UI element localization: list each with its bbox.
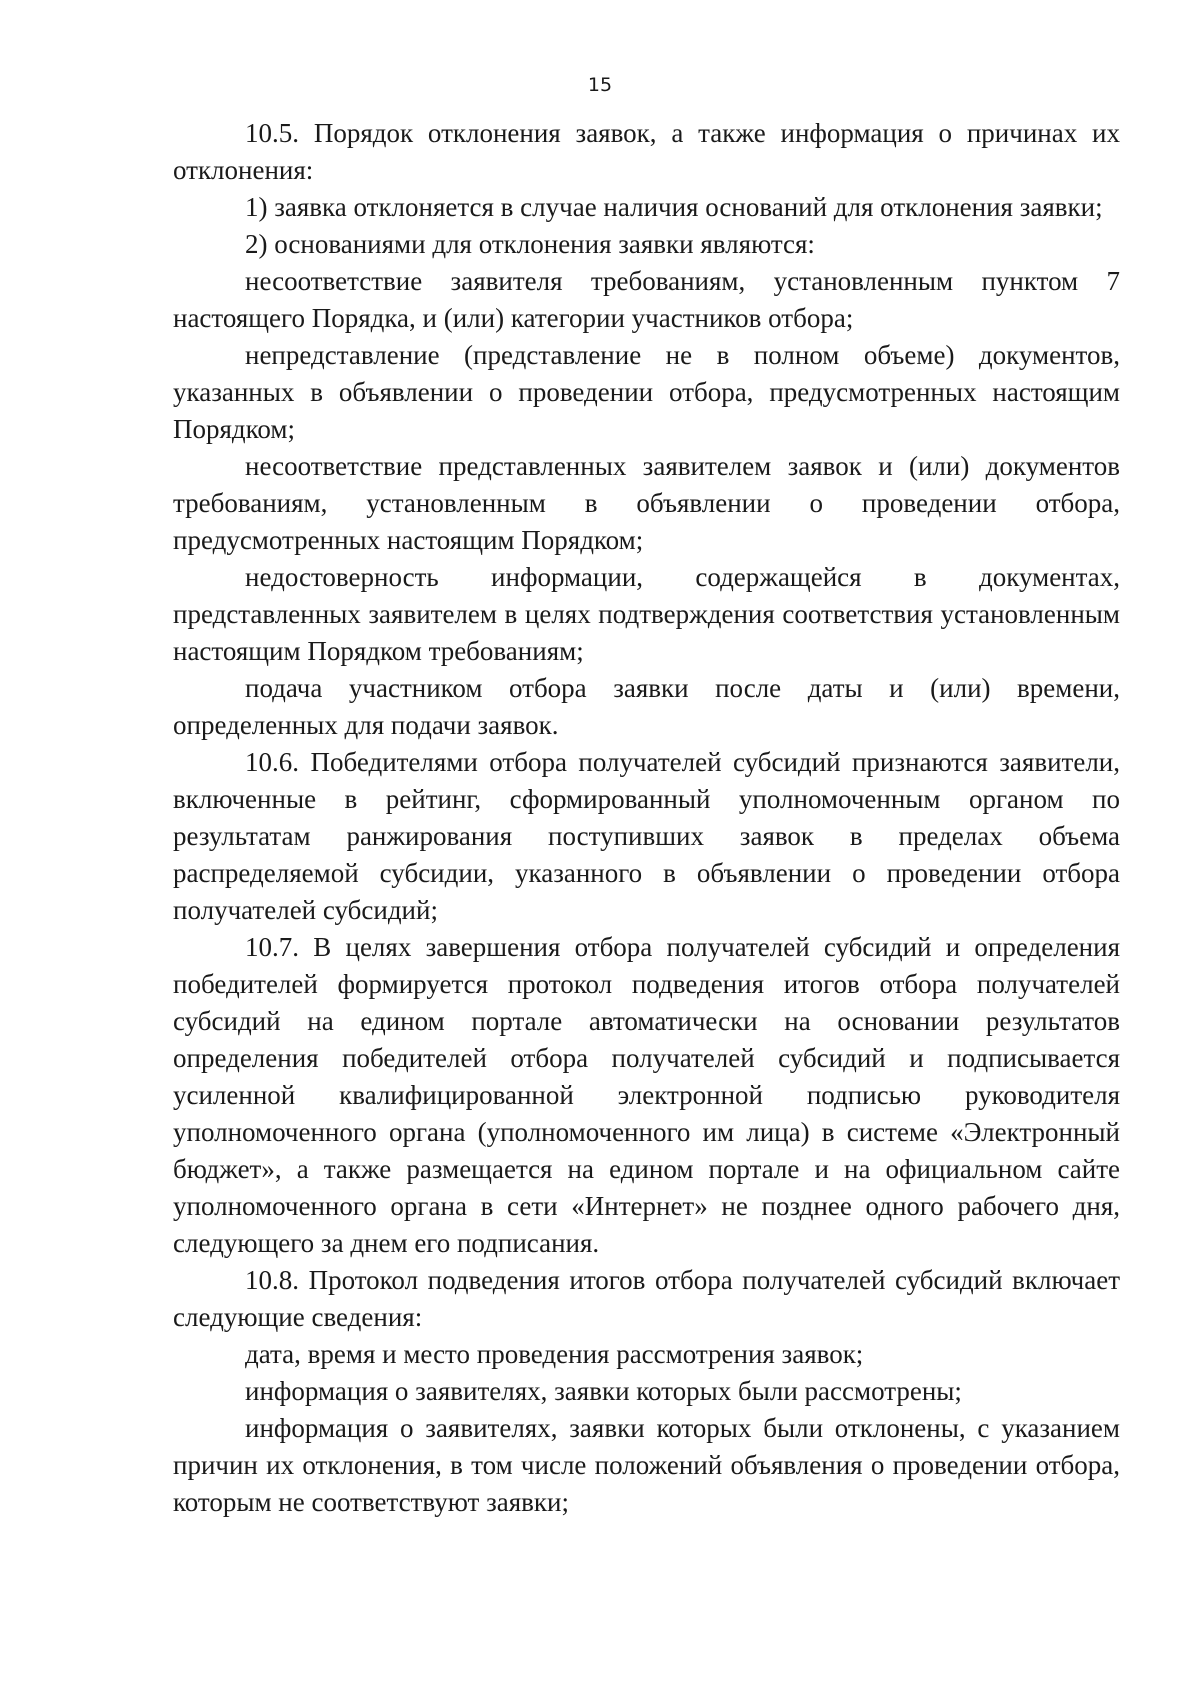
document-body	[173, 115, 1120, 1521]
paragraph-info-date: дата, время и место проведения рассмотрения заявок;	[245, 1339, 864, 1369]
page-number: 15	[587, 74, 613, 96]
paragraph-info-reviewed: информация о заявителях, заявки которых были рассмотрены;	[245, 1376, 962, 1406]
paragraph-ground-documents: непредставление (представление не в полном объеме) документов, указанных в объявлении о проведении отбора, предусмотренных настоящим Порядком;	[173, 340, 1120, 444]
paragraph-ground-unreliable: недостоверность информации, содержащейся в документах, представленных заявителем в целях подтверждения соответствия установленным настоящим Порядком требованиям;	[173, 562, 1120, 666]
paragraph-ground-nonconformity: несоответствие представленных заявителем заявок и (или) документов требованиям, установленным в объявлении о проведении отбора, предусмотренных настоящим Порядком;	[173, 451, 1120, 555]
paragraph-10-8: 10.8. Протокол подведения итогов отбора получателей субсидий включает следующие сведения:	[173, 1265, 1120, 1332]
paragraph-ground-requirements: несоответствие заявителя требованиям, установленным пунктом 7 настоящего Порядка, и (или) категории участников отбора;	[173, 266, 1120, 333]
paragraph-10-6: 10.6. Победителями отбора получателей субсидий признаются заявители, включенные в рейтинг, сформированный уполномоченным органом по результатам ранжирования поступивших заявок в пределах объема распределяемой субсидии, указанного в объявлении о проведении отбора получателей субсидий;	[173, 747, 1120, 925]
paragraph-10-7: 10.7. В целях завершения отбора получателей субсидий и определения победителей формируется протокол подведения итогов отбора получателей субсидий на едином портале автоматически на основании результатов определения победителей отбора получателей субсидий и подписывается усиленной квалифицированной электронной подписью руководителя уполномоченного органа (уполномоченного им лица) в системе «Электронный бюджет», а также размещается на едином портале и на официальном сайте уполномоченного органа в сети «Интернет» не позднее одного рабочего дня, следующего за днем его подписания.	[173, 932, 1120, 1258]
paragraph-item-2: 2) основаниями для отклонения заявки являются:	[245, 229, 815, 259]
paragraph-10-5: 10.5. Порядок отклонения заявок, а также информация о причинах их отклонения:	[173, 118, 1120, 185]
paragraph-item-1: 1) заявка отклоняется в случае наличия оснований для отклонения заявки;	[245, 192, 1103, 222]
paragraph-ground-late: подача участником отбора заявки после даты и (или) времени, определенных для подачи заявок.	[173, 673, 1120, 740]
paragraph-info-rejected: информация о заявителях, заявки которых были отклонены, с указанием причин их отклонения, в том числе положений объявления о проведении отбора, которым не соответствуют заявки;	[173, 1413, 1120, 1517]
